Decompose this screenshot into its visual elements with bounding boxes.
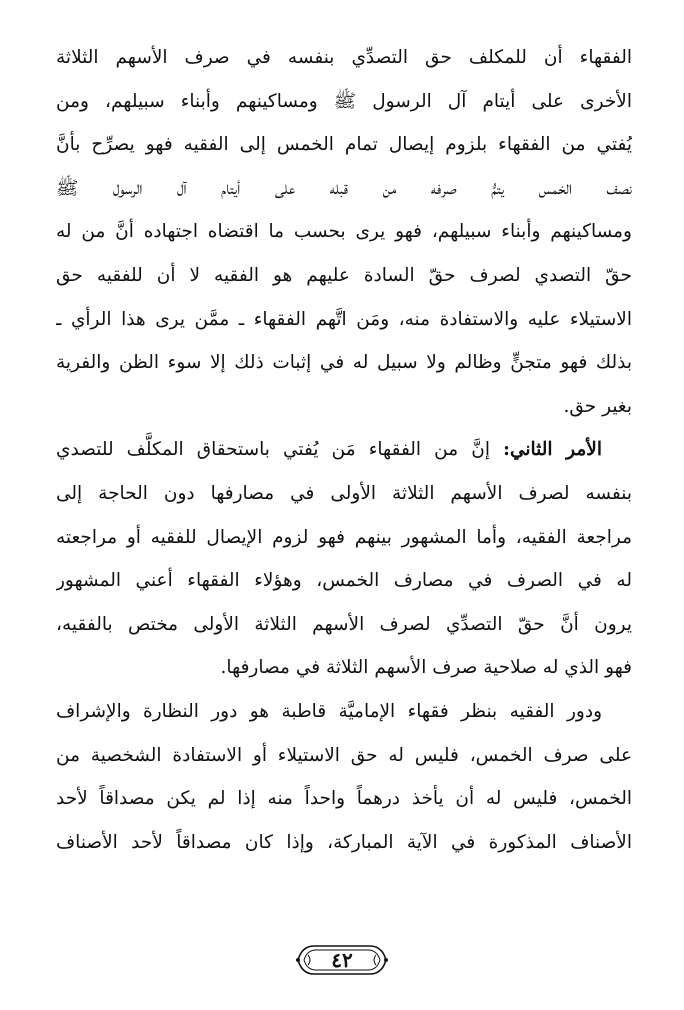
- text-line: الاستيلاء عليه والاستفادة منه، ومَن اتَّهم الفقهاء ـ ممَّن يرى هذا الرأي ـ: [56, 308, 632, 330]
- text-line: له في الصرف في مصارف الخمس، وهؤلاء الفقهاء أعني المشهور: [56, 570, 632, 592]
- section-heading: الأمر الثاني:: [503, 439, 602, 461]
- heading-line-text: إنَّ من الفقهاء مَن يُفتي باستحقاق المكلَّف للتصدي: [56, 439, 490, 461]
- section-heading-line: [56, 428, 632, 472]
- text-line: الأخرى على أيتام آل الرسول ﷺ ومساكينهم وأبناء سبيلهم، ومن: [56, 90, 632, 112]
- text-line: مراجعة الفقيه، وأما المشهور بينهم فهو لزوم الإيصال للفقيه أو مراجعته: [56, 526, 632, 548]
- text-line: الأصناف المذكورة في الآية المباركة، وإذا كان مصداقاً لأحد الأصناف: [56, 831, 632, 853]
- text-line: حقّ التصدي لصرف حقّ السادة عليهم هو الفقيه لا أن للفقيه حق: [56, 264, 632, 286]
- text-line: على صرف الخمس، فليس له حق الاستيلاء أو الاستفادة الشخصية من: [56, 744, 632, 766]
- body-text: [56, 36, 632, 864]
- page-number-ornament: [294, 943, 390, 977]
- text-line: بنفسه لصرف الأسهم الثلاثة الأولى في مصارفها دون الحاجة إلى: [56, 482, 632, 504]
- text-line: ودور الفقيه بنظر فقهاء الإماميَّة قاطبة هو دور النظارة والإشراف: [56, 700, 602, 722]
- text-line: الخمس، فليس له أن يأخذ درهماً واحداً منه إذا لم يكن مصداقاً لأحد: [56, 788, 632, 810]
- text-line: فهو الذي له صلاحية صرف الأسهم الثلاثة في مصارفها.: [220, 657, 632, 679]
- page-number: ٤٢: [331, 948, 353, 972]
- text-line: يُفتي من الفقهاء بلزوم إيصال تمام الخمس إلى الفقيه فهو يصرِّح بأنَّ: [56, 134, 632, 156]
- page-footer: [0, 940, 684, 980]
- text-line: يرون أنَّ حقّ التصدِّي لصرف الأسهم الثلاثة الأولى مختص بالفقيه،: [56, 613, 632, 635]
- text-line: بغير حق.: [563, 395, 632, 417]
- text-line: بذلك فهو متجنٍّ وظالم ولا سبيل له في إثبات ذلك إلا سوء الظن والفرية: [56, 352, 632, 374]
- text-line: ومساكينهم وأبناء سبيلهم، فهو يرى بحسب ما اقتضاه اجتهاده أنَّ من له: [56, 221, 632, 243]
- text-line: نصف الخمس يتمُّ صرفه من قبله على أيتام آل الرسول ﷺ: [56, 177, 632, 199]
- text-line: الفقهاء أن للمكلف حق التصدِّي بنفسه في صرف الأسهم الثلاثة: [56, 47, 632, 68]
